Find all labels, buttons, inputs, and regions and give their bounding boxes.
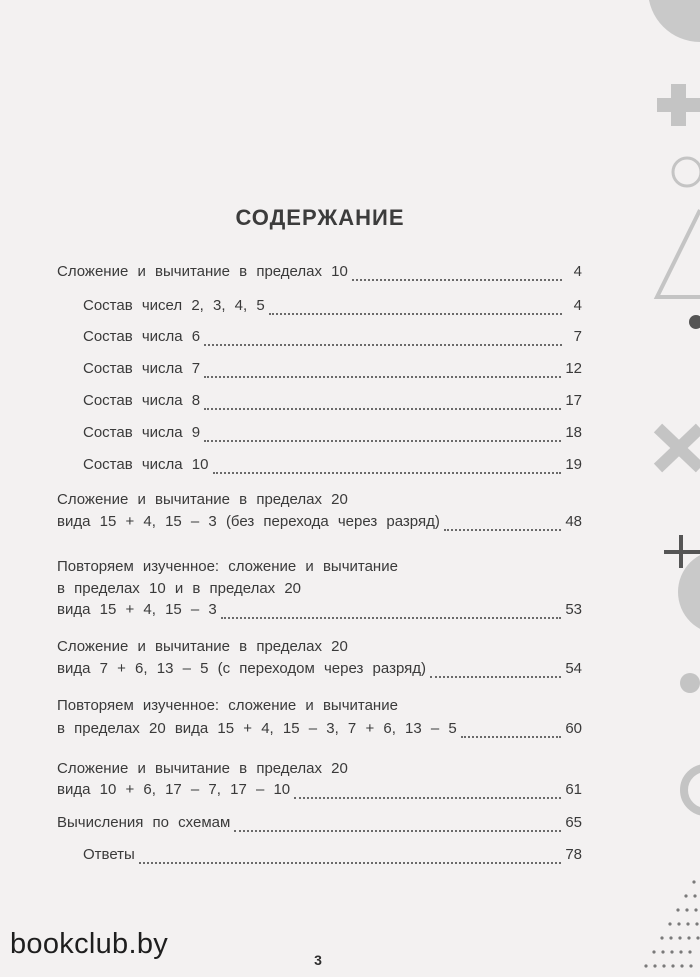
toc-entry-page: 54 [565, 660, 582, 677]
toc-entry-page: 12 [565, 360, 582, 377]
toc-entry-page: 19 [565, 456, 582, 473]
toc-entry-title-line: Сложение и вычитание в пределах 20 [57, 491, 348, 508]
decor-dot-grid [644, 880, 699, 967]
toc-entry-title: Ответы [83, 846, 135, 863]
toc-entry[interactable] [83, 297, 582, 315]
toc-entry-page: 17 [565, 392, 582, 409]
toc-entry[interactable] [83, 360, 582, 378]
toc-entry-last-line [57, 660, 582, 678]
toc-entry-title: Состав чисел 2, 3, 4, 5 [83, 297, 265, 314]
toc-entry-title-line: вида 15 + 4, 15 – 3 [57, 601, 217, 618]
toc-entry-title: Состав числа 9 [83, 424, 201, 441]
toc-entry-page: 61 [565, 781, 582, 798]
toc-entry-title: Состав числа 7 [83, 360, 201, 377]
toc-leader-dots [444, 519, 561, 531]
toc-entry[interactable] [83, 392, 582, 410]
toc-entry-page: 48 [565, 513, 582, 530]
decor-dot2 [680, 673, 700, 693]
toc-entry-page: 53 [565, 601, 582, 618]
decor-ring2 [684, 768, 700, 812]
toc-leader-dots [139, 852, 561, 864]
toc-entry-page: 65 [565, 814, 582, 831]
toc-entry[interactable] [83, 456, 582, 474]
toc-entry-title-line: Сложение и вычитание в пределах 20 [57, 760, 348, 777]
toc-entry[interactable] [57, 263, 582, 281]
toc-leader-dots [352, 269, 562, 281]
watermark-text: bookclub.by [10, 928, 169, 960]
toc-entry-title: Состав числа 8 [83, 392, 201, 409]
decor-triangle [657, 210, 700, 297]
toc-leader-dots [234, 820, 561, 832]
toc-entry-title: Вычисления по схемам [57, 814, 231, 831]
toc-leader-dots [204, 398, 561, 410]
toc-entry-title-line: Повторяем изученное: сложение и вычитание [57, 558, 398, 575]
toc-entry-page: 4 [573, 297, 582, 314]
toc-leader-dots [269, 303, 562, 315]
toc-leader-dots [461, 726, 562, 738]
toc-entry-title-line: Сложение и вычитание в пределах 20 [57, 638, 348, 655]
toc-leader-dots [204, 334, 562, 346]
toc-entry-title: Сложение и вычитание в пределах 10 [57, 263, 348, 280]
toc-entry-title-line: вида 10 + 6, 17 – 7, 17 – 10 [57, 781, 291, 798]
toc-leader-dots [430, 666, 561, 678]
toc-entry-title-line: Повторяем изученное: сложение и вычитание [57, 697, 398, 714]
toc-entry[interactable] [83, 424, 582, 442]
decor-circle-large [648, 0, 700, 42]
toc-entry-title-line: в пределах 20 вида 15 + 4, 15 – 3, 7 + 6, 13 – 5 [57, 720, 457, 737]
toc-entry-page: 4 [573, 263, 582, 280]
toc-entry-last-line [57, 513, 582, 531]
toc-leader-dots [204, 366, 561, 378]
toc-entry-page: 7 [573, 328, 582, 345]
decor-ring [673, 158, 700, 186]
decor-dot [689, 315, 700, 329]
page-number: 3 [314, 952, 322, 968]
toc-entry-title-line: в пределах 10 и в пределах 20 [57, 580, 302, 597]
toc-entry[interactable] [83, 328, 582, 346]
toc-leader-dots [221, 607, 562, 619]
toc-entry-last-line [57, 781, 582, 799]
toc-entry-page: 60 [565, 720, 582, 737]
toc-entry-page: 78 [565, 846, 582, 863]
toc-entry-last-line [57, 720, 582, 738]
toc-leader-dots [294, 787, 561, 799]
toc-entry-title-line: вида 15 + 4, 15 – 3 (без перехода через разряд) [57, 513, 440, 530]
toc-leader-dots [204, 430, 561, 442]
toc-entry-title-line: вида 7 + 6, 13 – 5 (с переходом через разряд) [57, 660, 426, 677]
page-title: СОДЕРЖАНИЕ [235, 205, 405, 230]
toc-leader-dots [213, 462, 562, 474]
toc-entry-last-line [57, 601, 582, 619]
toc-entry[interactable] [57, 814, 582, 832]
toc-entry-title: Состав числа 10 [83, 456, 209, 473]
decor-plus-v [671, 84, 686, 126]
toc-entry-title: Состав числа 6 [83, 328, 201, 345]
toc-entry[interactable] [83, 846, 582, 864]
toc-entry-page: 18 [565, 424, 582, 441]
decor-plus2-v [679, 535, 683, 568]
